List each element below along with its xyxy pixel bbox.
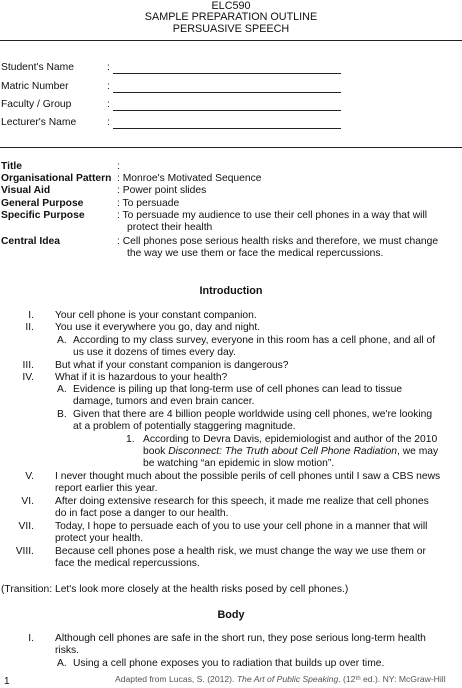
intro-item-text: I never thought much about the possible perils of cell phones until I saw a CBS news — [55, 471, 441, 482]
intro-sub-letter: B. — [57, 409, 67, 420]
intro-sub-cont: us use it dozens of times every day. — [73, 347, 236, 358]
body-sub-letter: A. — [57, 658, 67, 669]
body-heading: Body — [217, 609, 245, 621]
student-name-colon: : — [107, 62, 110, 73]
document-title: SAMPLE PREPARATION OUTLINE — [144, 11, 318, 23]
intro-sub-letter: A. — [57, 384, 67, 395]
intro-item-text: But what if your constant companion is dangerous? — [55, 360, 289, 371]
intro-subsub-text: According to Devra Davis, epidemiologist and author of the 2010 — [143, 434, 438, 445]
introduction-heading: Introduction — [199, 285, 263, 297]
body-numeral: I. — [28, 633, 34, 644]
intro-item-cont: do in fact pose a danger to our health. — [55, 508, 229, 519]
lecturer-name-line[interactable] — [113, 128, 341, 129]
central-idea-cont: the way we use them or face the medical repercussions. — [127, 248, 384, 259]
faculty-group-colon: : — [107, 99, 110, 110]
intro-sub-letter: A. — [57, 335, 67, 346]
faculty-group-line[interactable] — [113, 110, 341, 111]
title-value: : — [117, 161, 120, 172]
body-item-text: Although cell phones are safe in the short run, they pose serious long-term health — [55, 633, 426, 644]
intro-numeral: III. — [22, 360, 34, 371]
lecturer-name-colon: : — [107, 117, 110, 128]
general-purpose-value: : To persuade — [117, 198, 180, 209]
intro-sub-text: Evidence is piling up that long-term use of cell phones can lead to tissue — [73, 384, 403, 395]
intro-numeral: II. — [25, 322, 34, 333]
faculty-group-label: Faculty / Group — [1, 99, 72, 110]
transition-text: (Transition: Let's look more closely at the health risks posed by cell phones.) — [1, 584, 349, 595]
intro-item-cont: protect your health. — [55, 533, 144, 544]
header-divider — [0, 40, 462, 41]
intro-numeral: VII. — [18, 521, 34, 532]
fields-divider — [0, 147, 462, 148]
lecturer-name-label: Lecturer's Name — [1, 117, 77, 128]
general-purpose-label: General Purpose — [1, 198, 84, 209]
student-name-line[interactable] — [113, 73, 341, 74]
body-sub-text: Using a cell phone exposes you to radiation that builds up over time. — [73, 658, 385, 669]
intro-sub-cont: damage, tumors and even brain cancer. — [73, 396, 255, 407]
intro-item-cont: face the medical repercussions. — [55, 558, 200, 569]
specific-purpose-cont: protect their health — [127, 222, 213, 233]
intro-item-text: After doing extensive research for this speech, it made me realize that cell phones — [55, 496, 429, 507]
document-subtitle: PERSUASIVE SPEECH — [172, 23, 290, 35]
course-code: ELC590 — [211, 0, 251, 12]
body-item-cont: risks. — [55, 645, 80, 656]
intro-item-cont: report earlier this year. — [55, 483, 158, 494]
intro-subsub-number: 1. — [126, 434, 135, 445]
intro-numeral: IV. — [22, 372, 34, 383]
student-name-label: Student's Name — [1, 62, 74, 73]
intro-subsub-cont2: be watching “an epidemic in slow motion”. — [143, 458, 335, 469]
intro-subsub-cont: book Disconnect: The Truth about Cell Phone Radiation, we may — [143, 446, 439, 457]
central-idea-value: : Cell phones pose serious health risks and therefore, we must change — [117, 236, 439, 247]
visual-aid-value: : Power point slides — [117, 185, 207, 196]
pattern-value: : Monroe's Motivated Sequence — [117, 173, 262, 184]
intro-item-text: What if it is hazardous to your health? — [55, 372, 228, 383]
intro-sub-cont: at a problem of potentially staggering magnitude. — [73, 421, 296, 432]
intro-sub-text: Given that there are 4 billion people worldwide using cell phones, we're looking — [73, 409, 433, 420]
intro-item-text: Your cell phone is your constant companion. — [55, 310, 257, 321]
citation-footer: Adapted from Lucas, S. (2012). The Art of Public Speaking. (12ᵗʰ ed.). NY: McGraw-Hill — [115, 674, 446, 684]
intro-numeral: I. — [28, 310, 34, 321]
pattern-label: Organisational Pattern — [1, 173, 112, 184]
specific-purpose-value: : To persuade my audience to use their cell phones in a way that will — [117, 210, 428, 221]
intro-item-text: Today, I hope to persuade each of you to use your cell phone in a manner that will — [55, 521, 428, 532]
intro-numeral: V. — [25, 471, 34, 482]
specific-purpose-label: Specific Purpose — [1, 210, 85, 221]
matric-number-label: Matric Number — [1, 81, 69, 92]
intro-numeral: VIII. — [15, 546, 34, 557]
matric-number-colon: : — [107, 81, 110, 92]
page-number: 1 — [4, 676, 10, 687]
intro-sub-text: According to my class survey, everyone in this room has a cell phone, and all of — [73, 335, 436, 346]
intro-numeral: VI. — [21, 496, 34, 507]
visual-aid-label: Visual Aid — [1, 185, 51, 196]
title-label: Title — [1, 161, 22, 172]
matric-number-line[interactable] — [113, 92, 341, 93]
central-idea-label: Central Idea — [1, 236, 60, 247]
intro-item-text: You use it everywhere you go, day and night. — [55, 322, 261, 333]
intro-item-text: Because cell phones pose a health risk, we must change the way we use them or — [55, 546, 426, 557]
